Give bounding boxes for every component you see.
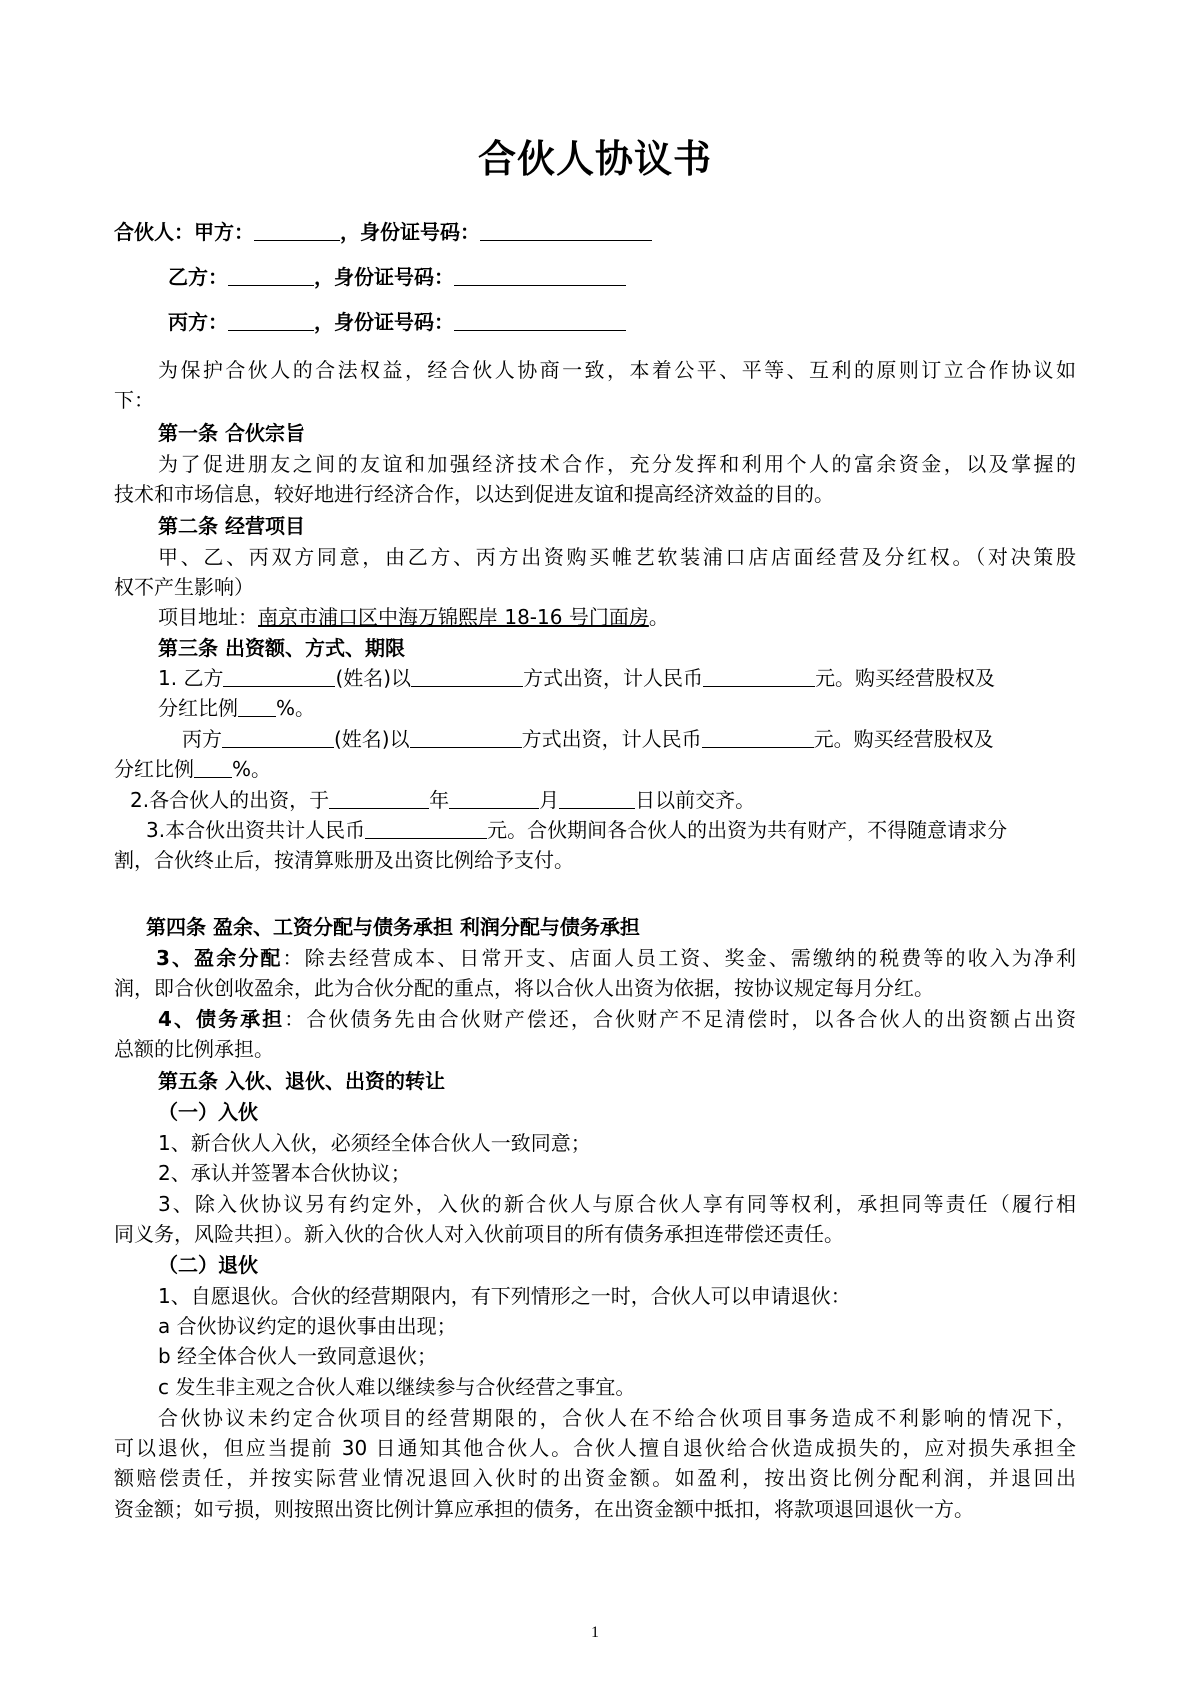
article-3-item-1-b: [158, 663, 995, 693]
article-4-heading: 第四条 盈余、工资分配与债务承担 利润分配与债务承担: [146, 915, 640, 939]
project-address-line: [158, 602, 669, 632]
ratio-text: 分红比例: [158, 696, 238, 720]
party-b-method-field[interactable]: [411, 668, 523, 687]
article-3-ratio-c: [114, 754, 271, 784]
party-a-name-blank[interactable]: [254, 222, 340, 241]
article-4-s4-line-2: 总额的比例承担。: [114, 1037, 274, 1061]
surplus-label: 3、盈余分配: [156, 946, 283, 970]
project-address-label: 项目地址：: [158, 605, 258, 629]
join-item-2: 2、承认并签署本合伙协议；: [158, 1161, 411, 1185]
party-c-amount-field[interactable]: [702, 729, 814, 748]
party-a-line: [114, 217, 652, 247]
intro-line-1: 为保护合伙人的合法权益，经合伙人协商一致，本着公平、平等、互利的原则订立合作协议如: [158, 358, 1076, 382]
deadline-month-field[interactable]: [449, 790, 539, 809]
year-text: 年: [429, 788, 450, 812]
party-a-id-blank[interactable]: [480, 222, 652, 241]
party-c-label: 丙方：: [168, 310, 228, 334]
join-item-3-line-2: 同义务，风险共担）。新入伙的合伙人对入伙前项目的所有债务承担连带偿还责任。: [114, 1222, 844, 1246]
deadline-year-field[interactable]: [329, 790, 429, 809]
article-3-item-3-line-2: 割，合伙终止后，按清算账册及出资比例给予支付。: [114, 848, 574, 872]
page-number: 1: [591, 1624, 599, 1641]
article-4-s3-line-2: 润，即合伙创收盈余，此为合伙分配的重点，将以合伙人出资为依据，按协议规定每月分红。: [114, 976, 934, 1000]
deadline-prefix: 2.各合伙人的出资，于: [130, 788, 330, 812]
article-3-heading: 第三条 出资额、方式、期限: [158, 636, 405, 660]
party-b-id-blank[interactable]: [454, 267, 626, 286]
party-c-ratio-field[interactable]: [194, 759, 232, 778]
article-1-line-1: 为了促进朋友之间的友谊和加强经济技术合作，充分发挥和利用个人的富余资金，以及掌握的: [158, 452, 1076, 476]
party-a-id-label: ，身份证号码：: [340, 220, 480, 244]
article-3-ratio-b: [158, 693, 315, 723]
total-amount-field[interactable]: [365, 820, 487, 839]
withdraw-para-line-4: 资金额；如亏损，则按照出资比例计算应承担的债务，在出资金额中抵扣，将款项退回退伙一方。: [114, 1497, 974, 1521]
withdraw-item-1: 1、自愿退伙。合伙的经营期限内，有下列情形之一时，合伙人可以申请退伙：: [158, 1284, 851, 1308]
party-b-prefix: 1. 乙方: [158, 666, 224, 690]
document-title: 合伙人协议书: [477, 137, 712, 181]
withdraw-para-line-1: 合伙协议未约定合伙项目的经营期限的，合伙人在不给合伙项目事务造成不利影响的情况下，: [158, 1406, 1076, 1430]
surplus-text: ：除去经营成本、日常开支、店面人员工资、奖金、需缴纳的税费等的收入为净利: [282, 946, 1076, 970]
party-b-label: 乙方：: [168, 265, 228, 289]
article-4-s3-line-1: [156, 943, 1076, 973]
party-b-name-field[interactable]: [223, 668, 335, 687]
total-prefix: 3.本合伙出资共计人民币: [146, 818, 366, 842]
party-b-name-blank[interactable]: [228, 267, 314, 286]
intro-line-2: 下：: [114, 388, 154, 412]
party-c-id-blank[interactable]: [454, 312, 626, 331]
party-c-prefix: 丙方: [182, 727, 222, 751]
withdraw-para-line-2: 可以退伙，但应当提前 30 日通知其他合伙人。合伙人擅自退伙给合伙造成损失的，应对损失承担全: [114, 1436, 1076, 1460]
article-1-line-2: 技术和市场信息，较好地进行经济合作，以达到促进友谊和提高经济效益的目的。: [114, 482, 834, 506]
article-4-s4-line-1: [158, 1004, 1076, 1034]
parties-label: 合伙人：: [114, 220, 194, 244]
withdraw-para-line-3: 额赔偿责任，并按实际营业情况退回入伙时的出资金额。如盈利，按出资比例分配利润，并退回出: [114, 1466, 1076, 1490]
project-address-end: 。: [648, 605, 669, 629]
party-a-label: 甲方：: [194, 220, 254, 244]
name-text: (姓名)以: [334, 727, 410, 751]
article-5-sub-2: （二）退伙: [158, 1253, 258, 1277]
article-1-heading: 第一条 合伙宗旨: [158, 421, 305, 445]
withdraw-item-b: b 经全体合伙人一致同意退伙；: [158, 1344, 438, 1368]
ratio-text: 分红比例: [114, 757, 194, 781]
article-5-sub-1: （一）入伙: [158, 1100, 258, 1124]
day-text: 日以前交齐。: [635, 788, 756, 812]
month-text: 月: [539, 788, 560, 812]
article-3-item-1-c: [182, 724, 994, 754]
article-2-line-1: 甲、乙、丙双方同意，由乙方、丙方出资购买帷艺软装浦口店店面经营及分红权。（对决策股: [158, 545, 1076, 569]
party-c-method-field[interactable]: [410, 729, 522, 748]
article-3-item-3: [146, 815, 1007, 845]
debt-label: 4、债务承担: [158, 1007, 285, 1031]
article-3-item-2: [130, 785, 755, 815]
method-text: 方式出资，计人民币: [521, 727, 702, 751]
debt-text: ：合伙债务先由合伙财产偿还，合伙财产不足清偿时，以各合伙人的出资额占出资: [284, 1007, 1077, 1031]
deadline-day-field[interactable]: [559, 790, 635, 809]
withdraw-item-c: c 发生非主观之合伙人难以继续参与合伙经营之事宜。: [158, 1375, 636, 1399]
pct-text: %。: [232, 757, 272, 781]
party-c-id-label: ，身份证号码：: [314, 310, 454, 334]
party-c-line: [168, 307, 626, 337]
party-b-ratio-field[interactable]: [238, 698, 276, 717]
party-b-amount-field[interactable]: [703, 668, 815, 687]
withdraw-item-a: a 合伙协议约定的退伙事由出现；: [158, 1314, 457, 1338]
party-c-name-blank[interactable]: [228, 312, 314, 331]
yuan-text: 元。购买经营股权及: [813, 727, 994, 751]
pct-text: %。: [276, 696, 316, 720]
party-b-id-label: ，身份证号码：: [314, 265, 454, 289]
project-address-value: 南京市浦口区中海万锦熙岸 18-16 号门面房: [258, 605, 649, 629]
article-2-heading: 第二条 经营项目: [158, 514, 305, 538]
name-text: (姓名)以: [335, 666, 412, 690]
article-2-line-2: 权不产生影响）: [114, 575, 254, 599]
total-mid: 元。合伙期间各合伙人的出资为共有财产，不得随意请求分: [487, 818, 1008, 842]
article-5-heading: 第五条 入伙、退伙、出资的转让: [158, 1069, 445, 1093]
party-b-line: [168, 262, 626, 292]
method-text: 方式出资，计人民币: [523, 666, 704, 690]
join-item-3-line-1: 3、除入伙协议另有约定外，入伙的新合伙人与原合伙人享有同等权利，承担同等责任（履行相: [158, 1192, 1076, 1216]
party-c-name-field[interactable]: [222, 729, 334, 748]
join-item-1: 1、新合伙人入伙，必须经全体合伙人一致同意；: [158, 1131, 591, 1155]
yuan-text: 元。购买经营股权及: [815, 666, 996, 690]
